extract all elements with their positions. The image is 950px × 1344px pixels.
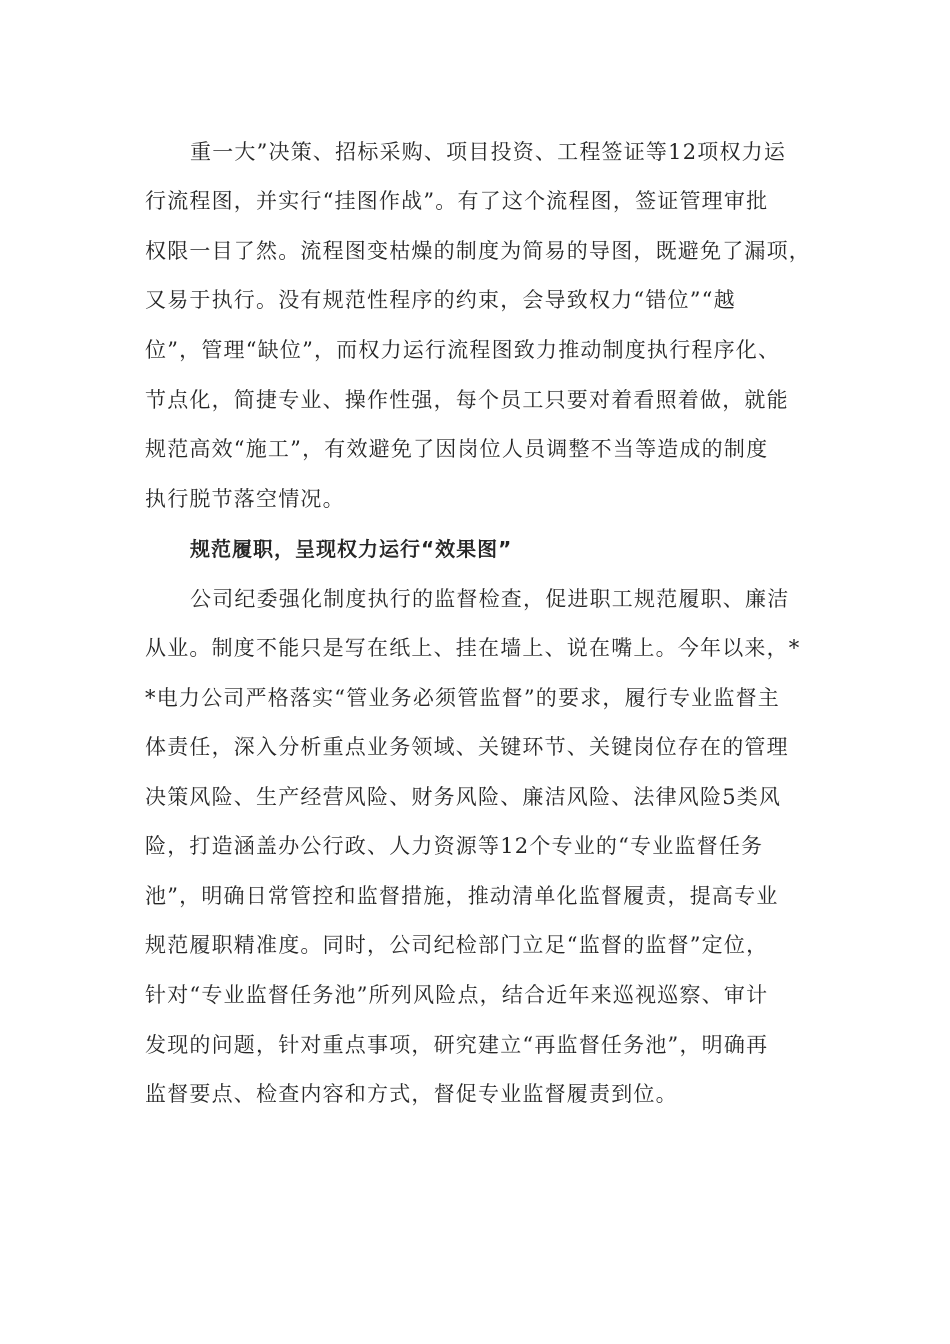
paragraph-line: 权限一目了然。流程图变枯燥的制度为简易的导图，既避免了漏项， [145,239,811,263]
paragraph-line: *电力公司严格落实“管业务必须管监督”的要求，履行专业监督主 [145,686,780,710]
paragraph-line: 发现的问题，针对重点事项，研究建立“再监督任务池”，明确再 [145,1033,769,1057]
paragraph-line: 从业。制度不能只是写在纸上、挂在墙上、说在嘴上。今年以来，* [145,636,801,660]
paragraph-line: 位”，管理“缺位”，而权力运行流程图致力推动制度执行程序化、 [145,338,781,362]
paragraph-line: 节点化，简捷专业、操作性强，每个员工只要对着看照着做，就能 [145,388,789,412]
paragraph-line: 行流程图，并实行“挂图作战”。有了这个流程图，签证管理审批 [145,189,769,213]
paragraph-line: 执行脱节落空情况。 [145,487,345,511]
paragraph-line: 针对“专业监督任务池”所列风险点，结合近年来巡视巡察、审计 [145,983,769,1007]
paragraph-line: 规范高效“施工”，有效避免了因岗位人员调整不当等造成的制度 [145,437,769,461]
section-heading: 规范履职，呈现权力运行“效果图” [190,537,513,561]
paragraph-line: 体责任，深入分析重点业务领域、关键环节、关键岗位存在的管理 [145,735,789,759]
paragraph-line: 又易于执行。没有规范性程序的约束，会导致权力“错位”“越 [145,288,736,312]
paragraph-line: 公司纪委强化制度执行的监督检查，促进职工规范履职、廉洁 [190,587,790,611]
paragraph-line: 险，打造涵盖办公行政、人力资源等12个专业的“专业监督任务 [145,834,764,858]
paragraph-line: 决策风险、生产经营风险、财务风险、廉洁风险、法律风险5类风 [145,785,782,809]
paragraph-line: 重一大”决策、招标采购、项目投资、工程签证等12项权力运 [190,140,787,164]
paragraph-line: 池”，明确日常管控和监督措施，推动清单化监督履责，提高专业 [145,884,779,908]
paragraph-line: 监督要点、检查内容和方式，督促专业监督履责到位。 [145,1082,678,1106]
paragraph-line: 规范履职精准度。同时，公司纪检部门立足“监督的监督”定位， [145,933,769,957]
